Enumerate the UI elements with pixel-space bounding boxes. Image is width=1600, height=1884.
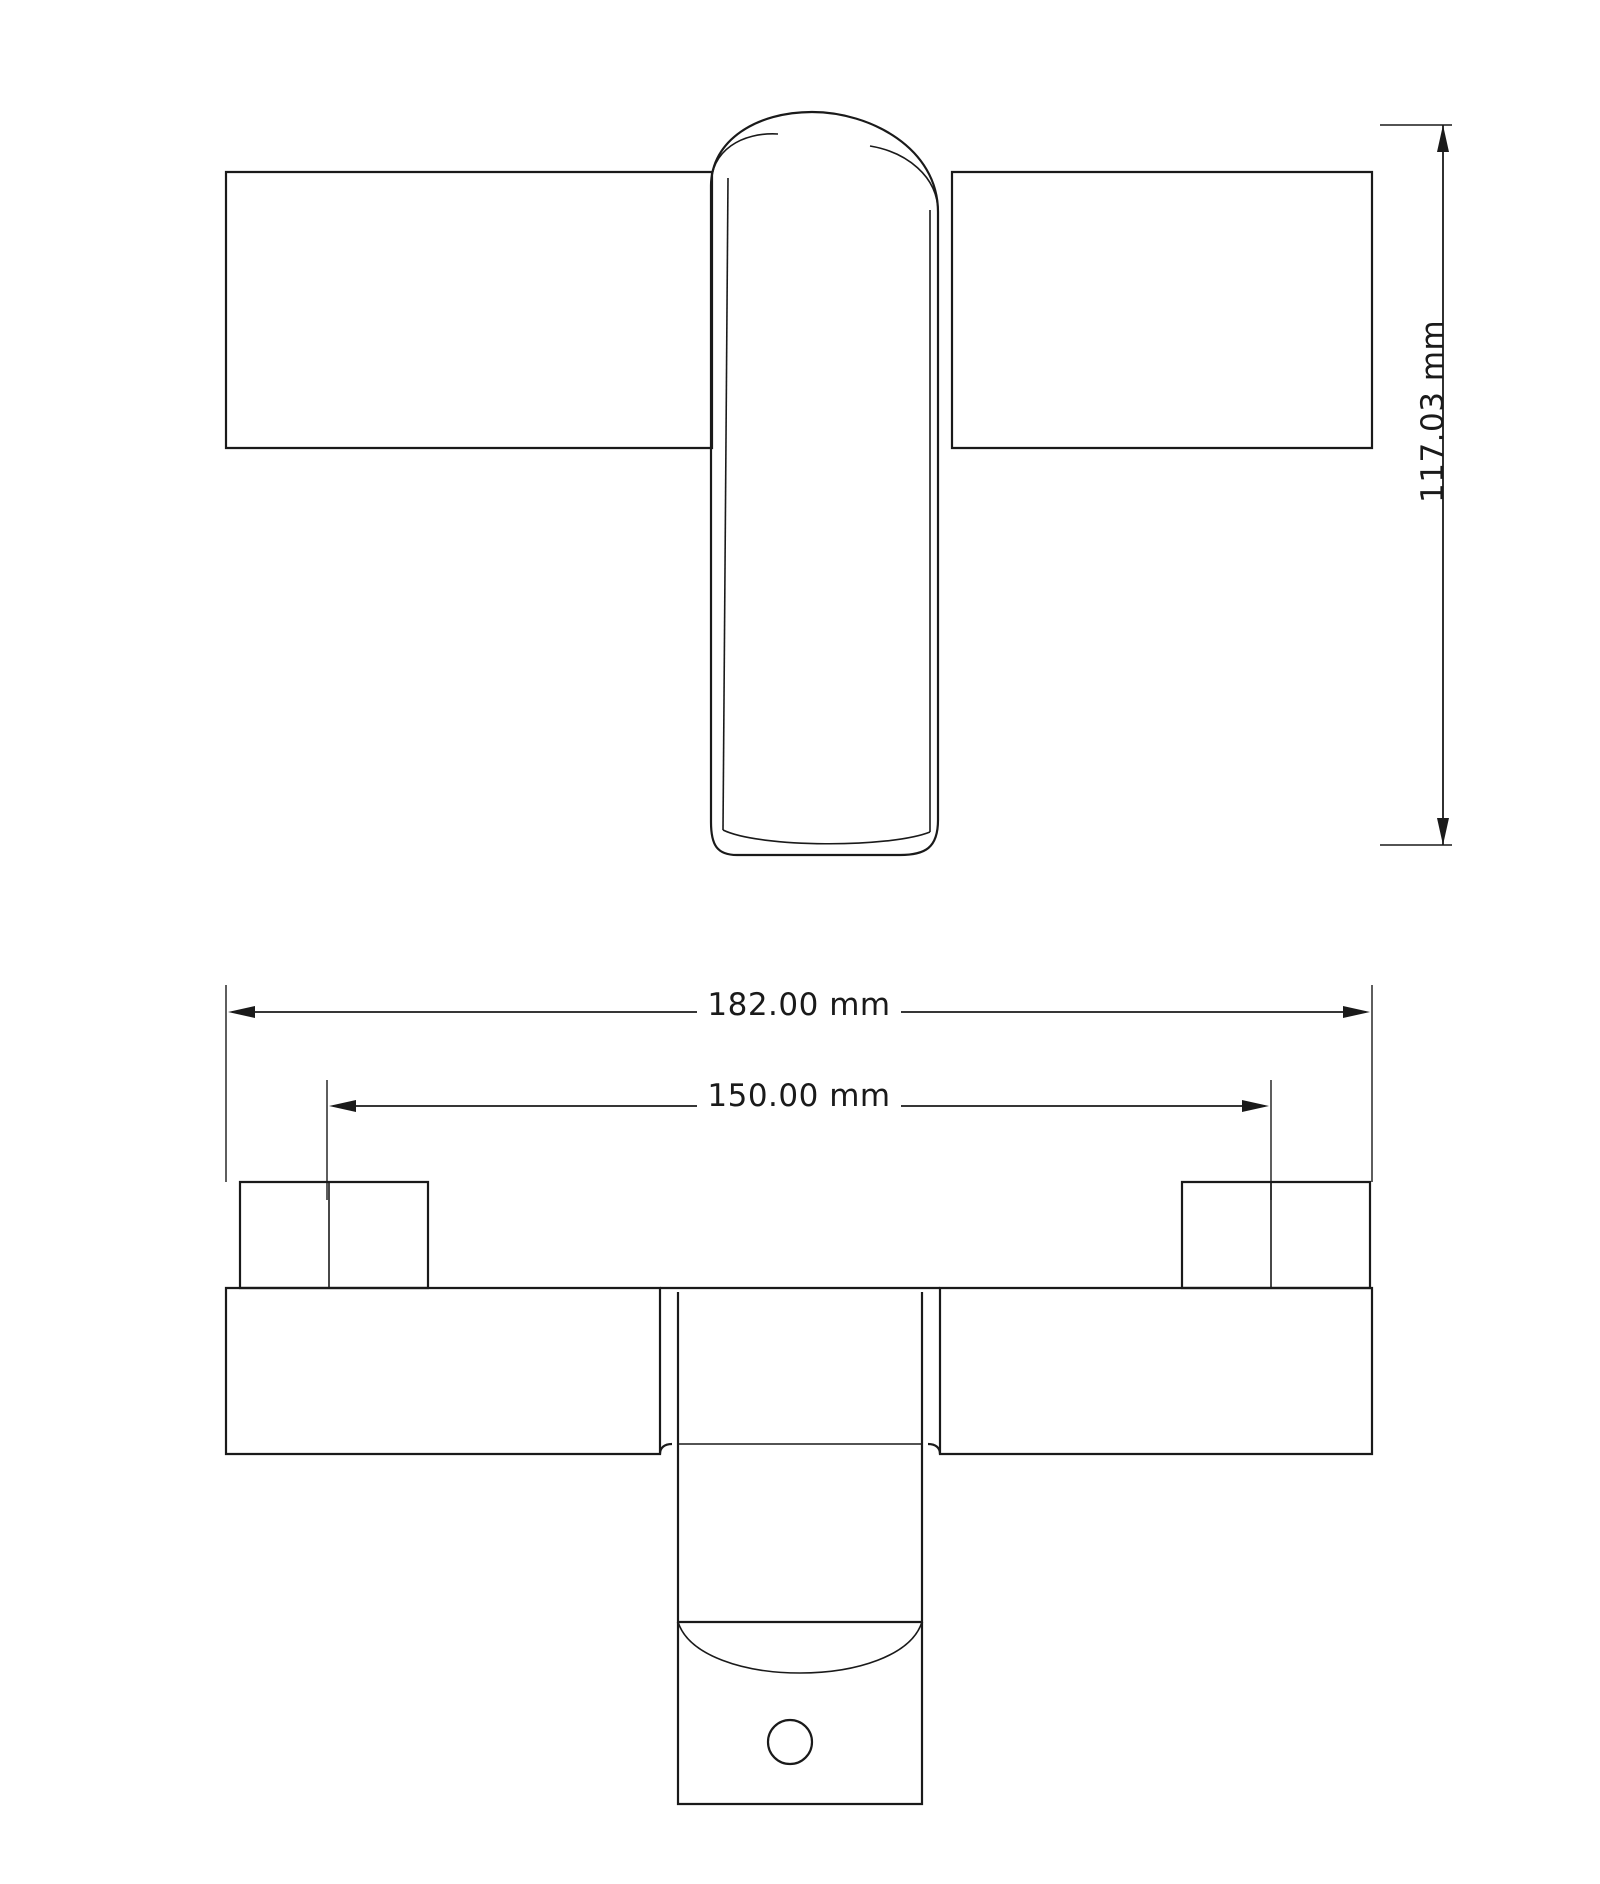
front-handle-seam-right (870, 146, 938, 212)
front-handle-bottom-seam (723, 830, 930, 844)
top-body-fillet-left (660, 1444, 672, 1454)
top-spout-cap (678, 1622, 922, 1804)
arrow-up (1437, 125, 1449, 152)
dimension-label-overall-width: 182.00 mm (697, 987, 900, 1023)
top-body-fillet-right (928, 1444, 940, 1454)
arrow-right-150 (1242, 1100, 1269, 1112)
top-right-inlet-block (1182, 1182, 1370, 1288)
front-handle-seam-left (711, 134, 778, 186)
top-body-right (940, 1288, 1372, 1454)
dimension-label-center-distance: 150.00 mm (697, 1078, 900, 1114)
top-spout-aerator-hole (768, 1720, 812, 1764)
top-spout-column (678, 1292, 922, 1622)
arrow-left-182 (228, 1006, 255, 1018)
front-handle-edge-left (723, 178, 728, 830)
front-right-body (952, 172, 1372, 448)
top-left-inlet-block (240, 1182, 428, 1288)
dimension-label-height: 117.03 mm (1415, 319, 1451, 503)
front-lever-handle (711, 112, 938, 855)
arrow-left-150 (329, 1100, 356, 1112)
top-spout-cap-arc (678, 1622, 922, 1673)
top-body-left (226, 1288, 660, 1454)
front-left-body (226, 172, 712, 448)
arrow-down (1437, 818, 1449, 845)
front-view-geometry (226, 112, 1372, 855)
arrow-right-182 (1343, 1006, 1370, 1018)
